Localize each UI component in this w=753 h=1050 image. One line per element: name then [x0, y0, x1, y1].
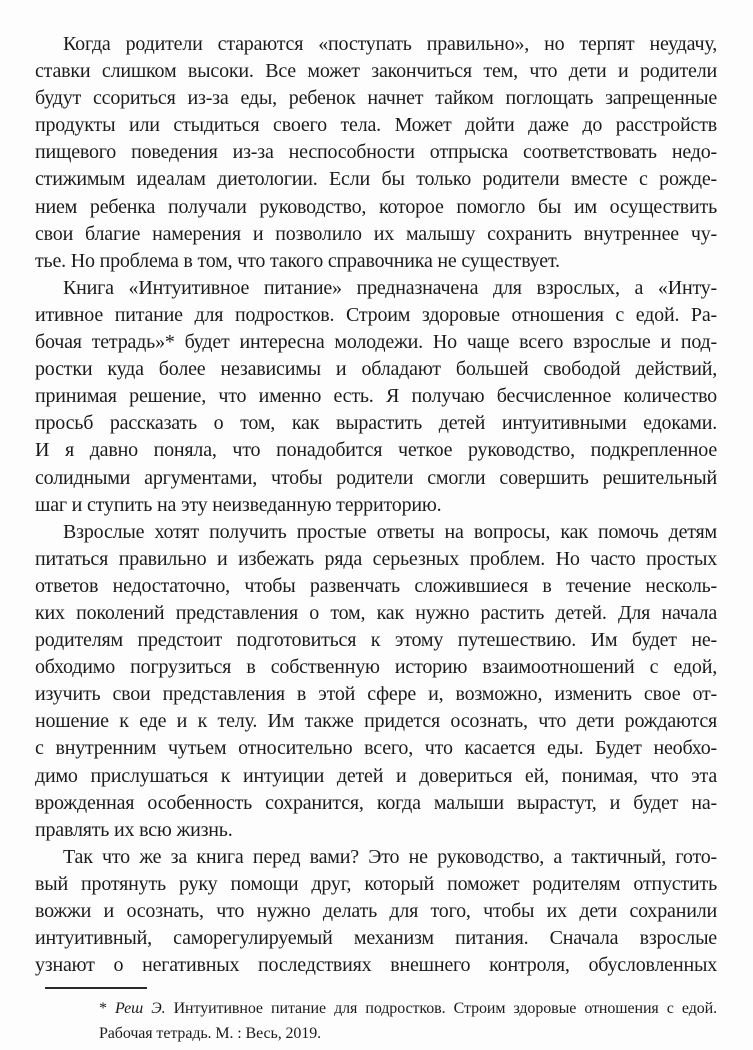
text-line: вожжи и осознать, что нужно делать для того, чтобы их дети сохранили	[35, 900, 717, 922]
paragraph	[35, 31, 717, 275]
footnote-line: Рабочая тетрадь. М. : Весь, 2019.	[99, 1025, 321, 1042]
text-line: родителям предстоит подготовиться к этому путешествию. Им будет не-	[35, 629, 717, 652]
text-line: врожденная особенность сохранится, когда малыши вырастут, и будет на-	[35, 791, 717, 814]
text-line: димо прислушаться к интуиции детей и довериться ей, понимая, что эта	[35, 764, 717, 787]
text-line: И я давно поняла, что понадобится четкое руководство, подкрепленное	[35, 439, 717, 462]
footnote-author: Реш Э.	[115, 1000, 166, 1017]
text-line: солидными аргументами, чтобы родители смогли совершить решительный	[35, 466, 717, 489]
text-line: пищевого поведения из-за неспособности отпрыска соответствовать недо-	[35, 141, 717, 164]
footnote-marker: *	[99, 1000, 107, 1017]
text-line: стижимым идеалам диетологии. Если бы только родители вместе с рожде-	[35, 168, 717, 191]
footnote	[35, 979, 717, 1046]
text-line: Так что же за книга перед вами? Это не руководство, а тактичный, гото-	[63, 845, 717, 868]
footnote-divider	[45, 987, 147, 989]
text-line: продукты или стыдиться своего тела. Может дойти даже до расстройств	[35, 114, 717, 137]
text-line: интуитивный, саморегулируемый механизм питания. Сначала взрослые	[35, 927, 717, 950]
text-line: изучить свои представления в этой сфере и, возможно, изменить свое от-	[35, 683, 717, 706]
text-line: узнают о негативных последствиях внешнего контроля, обусловленных	[35, 954, 717, 977]
text-line: шаг и ступить на эту неизведанную территорию.	[35, 493, 442, 516]
text-line: просьб рассказать о том, как вырастить детей интуитивными едоками.	[35, 412, 717, 435]
text-line: ких поколений представления о том, как нужно растить детей. Для начала	[35, 601, 717, 624]
text-line: нием ребенка получали руководство, которое помогло бы им осуществить	[35, 195, 717, 218]
text-line: с внутренним чутьем относительно всего, что касается еды. Будет необхо-	[35, 737, 717, 760]
text-line: Когда родители стараются «поступать правильно», но терпят неудачу,	[63, 33, 717, 55]
text-line: ношение к еде и к телу. Им также придется осознать, что дети рождаются	[35, 710, 717, 733]
text-line: итивное питание для подростков. Строим здоровые отношения с едой. Ра-	[35, 303, 717, 326]
text-line: ростки куда более независимы и обладают большей свободой действий,	[35, 358, 717, 381]
text-line: будут ссориться из-за еды, ребенок начнет тайком поглощать запрещенные	[35, 87, 717, 110]
paragraph	[35, 844, 717, 979]
text-line: обходимо погрузиться в собственную историю взаимоотношений с едой,	[35, 656, 717, 679]
footnote-line	[35, 996, 717, 1021]
text-line: ставки слишком высоки. Все может закончиться тем, что дети и родители	[35, 60, 717, 83]
paragraph	[35, 519, 717, 844]
text-line: принимая решение, что именно есть. Я получаю бесчисленное количество	[35, 385, 717, 408]
text-line: вый протянуть руку помощи друг, который поможет родителям отпустить	[35, 872, 717, 895]
text-line: Книга «Интуитивное питание» предназначена для взрослых, а «Инту-	[63, 276, 717, 299]
text-line: Взрослые хотят получить простые ответы на вопросы, как помочь детям	[63, 520, 717, 543]
text-line: свои благие намерения и позволило их малышу сохранить внутреннее чу-	[35, 222, 717, 245]
paragraph	[35, 275, 717, 519]
text-line: правлять их всю жизнь.	[35, 818, 233, 841]
text-line: питаться правильно и избежать ряда серьезных проблем. Но часто простых	[35, 547, 717, 570]
text-line: тье. Но проблема в том, что такого справочника не существует.	[35, 249, 560, 272]
body-text-block	[35, 31, 717, 979]
text-line: ответов недостаточно, чтобы развенчать сложившиеся в течение несколь-	[35, 574, 717, 597]
text-line: бочая тетрадь»* будет интересна молодежи. Но чаще всего взрослые и под-	[35, 331, 717, 354]
footnote-text: Интуитивное питание для подростков. Строим здоровые отношения с едой.	[173, 1000, 717, 1017]
